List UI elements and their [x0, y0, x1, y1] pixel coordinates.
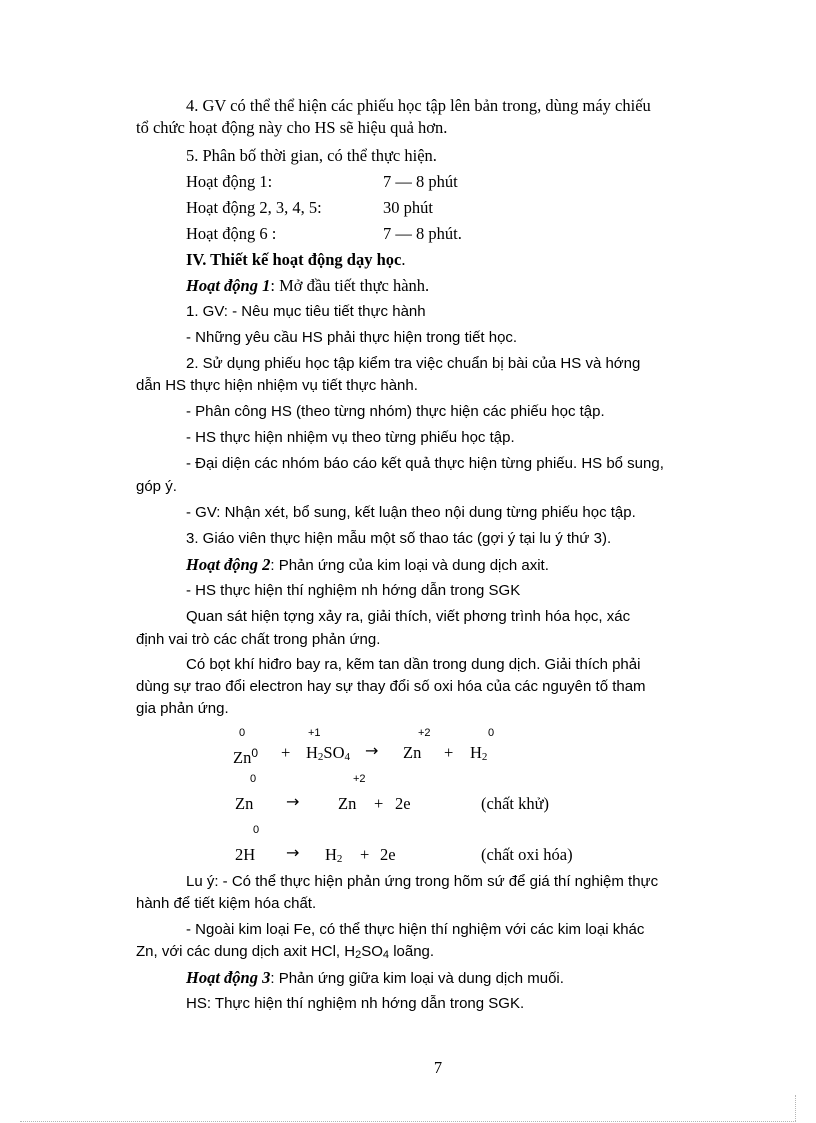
paragraph-line: 2. Sử dụng phiếu học tập kiểm tra việc chuẩn bị bài của HS và hớng	[186, 355, 641, 372]
zinc: Zn	[233, 748, 252, 767]
paragraph-line	[136, 942, 434, 965]
paragraph-line: dùng sự trao đổi electron hay sự thay đổi số oxi hóa của các nguyên tố tham	[136, 678, 646, 695]
paragraph-line: - HS thực hiện nhiệm vụ theo từng phiếu học tập.	[186, 429, 515, 446]
arrow-icon: →	[286, 792, 300, 811]
plus-sign: +	[444, 743, 454, 762]
paragraph-line: Có bọt khí hiđro bay ra, kẽm tan dần trong dung dịch. Giải thích phải	[186, 656, 641, 673]
paragraph-line: - GV: Nhận xét, bổ sung, kết luận theo nội dung từng phiếu học tập.	[186, 504, 636, 521]
zinc-ion: Zn	[338, 794, 357, 813]
hydrogen-product	[470, 743, 487, 767]
activity-text: : Phản ứng giữa kim loại và dung dịch muối.	[270, 970, 564, 987]
arrow-icon: →	[286, 843, 300, 862]
activity-label: Hoạt động 3	[186, 968, 271, 987]
time-label: Hoạt động 2, 3, 4, 5:	[186, 198, 322, 217]
text-part: loãng.	[389, 943, 435, 960]
subscript: 2	[355, 949, 362, 961]
paragraph-line: - Những yêu cầu HS phải thực hiện trong tiết học.	[186, 329, 518, 346]
section-heading	[186, 250, 405, 270]
page-number: 7	[433, 1058, 443, 1077]
paragraph-line: 1. GV: - Nêu mục tiêu tiết thực hành	[186, 303, 426, 320]
arrow-icon: →	[365, 741, 379, 760]
time-label: Hoạt động 1:	[186, 172, 273, 191]
time-value: 7 — 8 phút.	[383, 224, 462, 243]
paragraph-line: góp ý.	[136, 478, 177, 495]
zinc: Zn	[235, 794, 254, 813]
h2-h: H	[470, 743, 482, 762]
paragraph-line: - Ngoài kim loại Fe, có thể thực hiện thí nghiệm với các kim loại khác	[186, 921, 645, 938]
activity-label: Hoạt động 1	[186, 276, 271, 295]
paragraph-line: Lu ý: - Có thể thực hiện phản ứng trong hõm sứ để giá thí nghiệm thực	[186, 873, 659, 890]
equation-note: (chất oxi hóa)	[481, 845, 573, 864]
acid-h: H	[306, 743, 318, 762]
acid-so-sub: 4	[344, 751, 351, 763]
time-value: 7 — 8 phút	[383, 172, 458, 191]
section-heading-dot: .	[401, 250, 406, 269]
hydrogen-molecule	[325, 845, 342, 869]
subscript: 4	[382, 949, 390, 961]
paragraph-line: - HS thực hiện thí nghiệm nh hớng dẫn trong SGK	[186, 582, 521, 599]
time-label: Hoạt động 6 :	[186, 224, 277, 243]
page-border-bottom	[20, 1121, 796, 1122]
activity-heading	[186, 276, 429, 296]
oxidation-number: 0	[253, 824, 260, 836]
oxidation-number: 0	[239, 727, 246, 739]
acid-so: SO	[323, 743, 345, 762]
section-heading-text: IV. Thiết kế hoạt động dạy học	[186, 250, 402, 269]
h2-h: H	[325, 845, 337, 864]
oxidation-number: +2	[353, 773, 366, 785]
paragraph-line: gia phản ứng.	[136, 700, 229, 717]
plus-sign: +	[281, 743, 291, 762]
zinc-product: Zn	[403, 743, 422, 762]
paragraph-line: tổ chức hoạt động này cho HS sẽ hiệu quả hơn.	[136, 118, 448, 137]
paragraph-line: dẫn HS thực hiện nhiệm vụ tiết thực hành.	[136, 377, 418, 394]
oxidation-number: 0	[488, 727, 495, 739]
sulfuric-acid	[306, 743, 350, 767]
acid-h-sub: 2	[317, 751, 324, 763]
hydrogen-ion: 2H	[235, 845, 256, 864]
activity-heading	[186, 555, 549, 576]
h2-sub: 2	[481, 751, 488, 763]
text-part: Zn, với các dung dịch axit HCl, H	[136, 943, 356, 960]
paragraph-line: - Đại diện các nhóm báo cáo kết quả thực hiện từng phiếu. HS bổ sung,	[186, 455, 664, 472]
electrons: 2e	[380, 845, 396, 864]
activity-heading	[186, 968, 564, 989]
equation-note: (chất khử)	[481, 794, 550, 813]
paragraph-line: 3. Giáo viên thực hiện mẫu một số thao tác (gợi ý tại lu ý thứ 3).	[186, 530, 612, 547]
activity-label: Hoạt động 2	[186, 555, 271, 574]
h2-sub: 2	[336, 853, 343, 865]
oxidation-number: +1	[308, 727, 321, 739]
electrons: 2e	[395, 794, 411, 813]
equation-line	[233, 743, 258, 768]
paragraph-line: định vai trò các chất trong phản ứng.	[136, 631, 381, 648]
activity-text: : Phản ứng của kim loại và dung dịch axit.	[270, 557, 549, 574]
oxidation-number: +2	[418, 727, 431, 739]
paragraph-line: - Phân công HS (theo từng nhóm) thực hiện các phiếu học tập.	[186, 403, 605, 420]
paragraph-line: 4. GV có thể thể hiện các phiếu học tập lên bản trong, dùng máy chiếu	[186, 96, 651, 115]
activity-text: : Mở đầu tiết thực hành.	[270, 276, 430, 295]
paragraph-line: hành để tiết kiệm hóa chất.	[136, 895, 317, 912]
oxidation-number: 0	[250, 773, 257, 785]
plus-sign: +	[360, 845, 370, 864]
page-border-corner	[795, 1095, 796, 1121]
paragraph-line: 5. Phân bố thời gian, có thể thực hiện.	[186, 146, 437, 165]
plus-sign: +	[374, 794, 384, 813]
time-value: 30 phút	[383, 198, 433, 217]
paragraph-line: HS: Thực hiện thí nghiệm nh hớng dẫn trong SGK.	[186, 995, 525, 1012]
paragraph-line: Quan sát hiện tợng xảy ra, giải thích, viết phơng trình hóa học, xác	[186, 608, 631, 625]
text-part: SO	[361, 943, 383, 960]
zinc-superscript: 0	[251, 746, 259, 760]
